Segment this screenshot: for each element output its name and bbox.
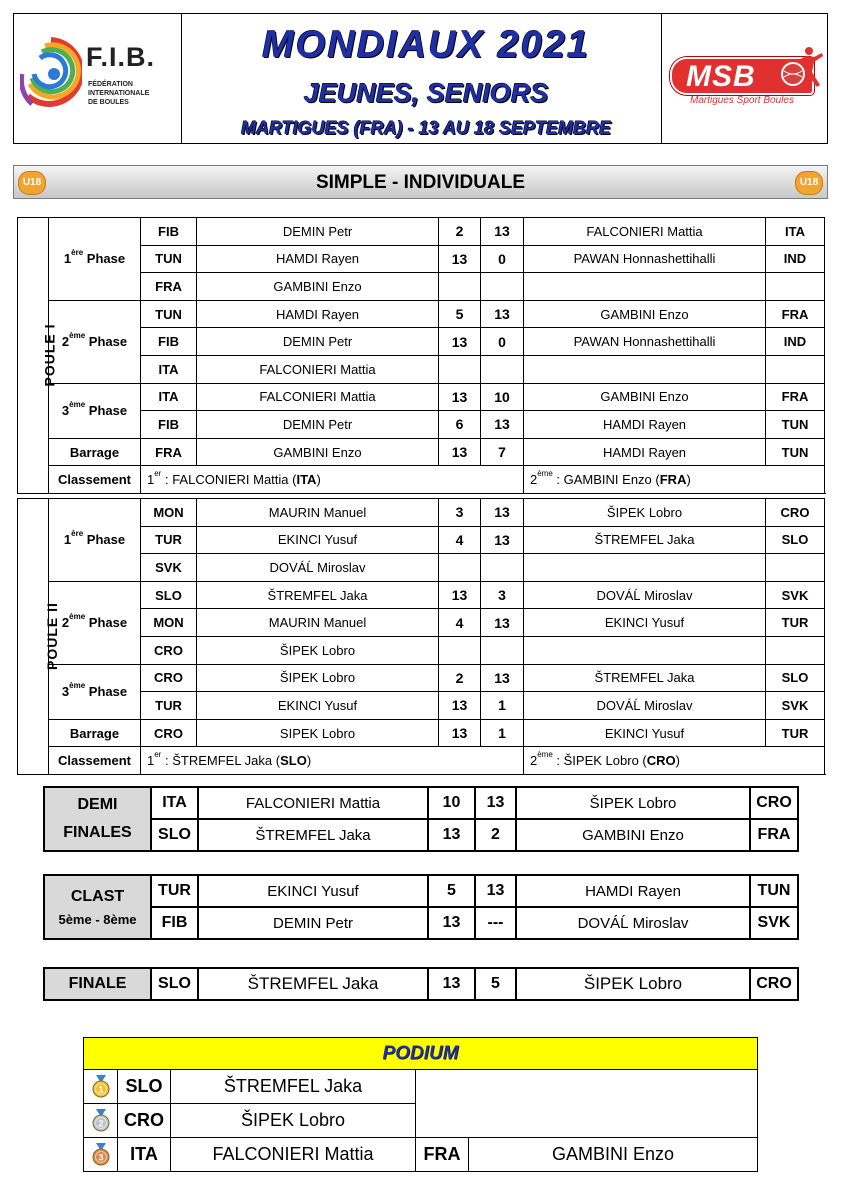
- player1-name: MAURIN Manuel: [197, 499, 439, 527]
- phase-label: Barrage: [49, 719, 141, 747]
- score1: 13: [439, 581, 481, 609]
- match-row: [18, 499, 825, 527]
- player1-name: GAMBINI Enzo: [197, 273, 439, 301]
- pool-name: POULE II: [18, 499, 49, 775]
- bronze-nation: FRA: [416, 1138, 469, 1172]
- match-row: [18, 664, 825, 692]
- player1-nation: SLO: [151, 968, 198, 1000]
- fib-emblem-icon: [20, 34, 82, 118]
- score1: 13: [439, 692, 481, 720]
- player2-nation: IND: [766, 245, 825, 273]
- score2: 13: [481, 218, 524, 246]
- player1-name: FALCONIERI Mattia: [197, 355, 439, 383]
- player2-name: HAMDI Rayen: [524, 438, 766, 466]
- player2-name: EKINCI Yusuf: [524, 609, 766, 637]
- score1: 4: [439, 609, 481, 637]
- score1: 13: [439, 438, 481, 466]
- player1-nation: TUR: [141, 526, 197, 554]
- player2-name: ŠIPEK Lobro: [516, 968, 750, 1000]
- ranking-first: 1er : FALCONIERI Mattia (ITA): [141, 466, 524, 494]
- placement-label: CLAST 5ème - 8ème: [44, 875, 151, 939]
- score2: 5: [475, 968, 516, 1000]
- score2: 10: [481, 383, 524, 411]
- fib-line1: FÉDÉRATION: [88, 81, 133, 88]
- score2: 7: [481, 438, 524, 466]
- player2-name: HAMDI Rayen: [516, 875, 750, 907]
- score1: 6: [439, 411, 481, 439]
- score2: ---: [475, 907, 516, 939]
- ranking-second: 2ème : ŠIPEK Lobro (CRO): [524, 747, 825, 775]
- score2: [481, 273, 524, 301]
- score1: [439, 355, 481, 383]
- player1-name: EKINCI Yusuf: [197, 692, 439, 720]
- score2: 13: [475, 787, 516, 819]
- player2-nation: IND: [766, 328, 825, 356]
- silver-name: ŠIPEK Lobro: [171, 1104, 416, 1138]
- ranking-label: Classement: [49, 466, 141, 494]
- match-row: [18, 719, 825, 747]
- score2: 13: [481, 609, 524, 637]
- player1-nation: MON: [141, 609, 197, 637]
- player2-name: PAWAN Honnashettihalli: [524, 328, 766, 356]
- score1: 2: [439, 218, 481, 246]
- player2-name: GAMBINI Enzo: [524, 300, 766, 328]
- player1-nation: CRO: [141, 719, 197, 747]
- score2: 13: [481, 300, 524, 328]
- player1-name: ŠTREMFEL Jaka: [198, 819, 428, 851]
- bronze-name: FALCONIERI Mattia: [171, 1138, 416, 1172]
- bronze-nation: ITA: [118, 1138, 171, 1172]
- player2-name: ŠTREMFEL Jaka: [524, 664, 766, 692]
- ranking-second: 2ème : GAMBINI Enzo (FRA): [524, 466, 825, 494]
- pool-table: [17, 217, 825, 494]
- player2-name: PAWAN Honnashettihalli: [524, 245, 766, 273]
- player1-name: ŠIPEK Lobro: [197, 636, 439, 664]
- player2-nation: [766, 273, 825, 301]
- player1-name: DOVÁĹ Miroslav: [197, 554, 439, 582]
- header: [13, 13, 828, 144]
- player1-name: ŠIPEK Lobro: [197, 664, 439, 692]
- player1-nation: ITA: [141, 355, 197, 383]
- match-row: [18, 581, 825, 609]
- player1-name: EKINCI Yusuf: [198, 875, 428, 907]
- player2-nation: SLO: [766, 526, 825, 554]
- pool-name: POULE I: [18, 218, 49, 494]
- fib-line2: INTERNATIONALE: [88, 90, 150, 97]
- player1-name: ŠTREMFEL Jaka: [197, 581, 439, 609]
- player1-name: ŠTREMFEL Jaka: [198, 968, 428, 1000]
- category-title: SIMPLE - INDIVIDUALE: [315, 172, 525, 193]
- score2: 3: [481, 581, 524, 609]
- player1-nation: FIB: [151, 907, 198, 939]
- player1-nation: CRO: [141, 664, 197, 692]
- player1-name: DEMIN Petr: [197, 411, 439, 439]
- semifinals-label: DEMI FINALES: [44, 787, 151, 851]
- svg-text:2: 2: [97, 1118, 104, 1128]
- phase-label: 3ème Phase: [49, 664, 141, 719]
- player2-nation: SLO: [766, 664, 825, 692]
- player1-nation: TUR: [151, 875, 198, 907]
- event-location: MARTIGUES (FRA) - 13 AU 18 SEPTEMBRE: [240, 118, 612, 138]
- ranking-row: [18, 466, 825, 494]
- score1: [439, 273, 481, 301]
- score2: 13: [475, 875, 516, 907]
- player1-name: HAMDI Rayen: [197, 245, 439, 273]
- player2-nation: SVK: [766, 581, 825, 609]
- svg-text:3: 3: [97, 1152, 104, 1162]
- final-label: FINALE: [44, 968, 151, 1000]
- player1-nation: ITA: [141, 383, 197, 411]
- player2-nation: SVK: [766, 692, 825, 720]
- fib-line3: DE BOULES: [88, 99, 129, 106]
- header-divider: [181, 14, 182, 143]
- player2-name: ŠTREMFEL Jaka: [524, 526, 766, 554]
- player2-nation: CRO: [766, 499, 825, 527]
- player2-nation: TUR: [766, 719, 825, 747]
- score1: 13: [428, 907, 475, 939]
- svg-text:1: 1: [97, 1084, 104, 1094]
- match-row: [18, 300, 825, 328]
- gold-name: ŠTREMFEL Jaka: [171, 1070, 416, 1104]
- silver-medal-icon: [91, 1109, 111, 1133]
- player1-nation: TUN: [141, 245, 197, 273]
- player2-name: [524, 554, 766, 582]
- player1-nation: FRA: [141, 273, 197, 301]
- bronze-medal-icon: [84, 1138, 118, 1172]
- category-banner: [13, 165, 828, 199]
- player1-nation: SLO: [151, 819, 198, 851]
- pool-table: [17, 498, 825, 775]
- player1-nation: FIB: [141, 328, 197, 356]
- score2: [481, 554, 524, 582]
- placement-table: [43, 874, 799, 940]
- score2: [481, 636, 524, 664]
- score1: 13: [439, 245, 481, 273]
- ranking-row: [18, 747, 825, 775]
- score1: 10: [428, 787, 475, 819]
- player1-nation: FRA: [141, 438, 197, 466]
- player1-nation: SLO: [141, 581, 197, 609]
- semifinal-row: [44, 819, 798, 851]
- score1: 2: [439, 664, 481, 692]
- silver-nation: CRO: [118, 1104, 171, 1138]
- boule-icon: [780, 61, 806, 87]
- placement-row: [44, 907, 798, 939]
- player1-nation: CRO: [141, 636, 197, 664]
- player2-nation: [766, 554, 825, 582]
- player1-name: MAURIN Manuel: [197, 609, 439, 637]
- player2-nation: SVK: [750, 907, 798, 939]
- player2-name: DOVÁĹ Miroslav: [516, 907, 750, 939]
- silver-medal-icon: [84, 1104, 118, 1138]
- player2-nation: FRA: [766, 300, 825, 328]
- score2: 13: [481, 526, 524, 554]
- score1: 5: [439, 300, 481, 328]
- player1-name: SIPEK Lobro: [197, 719, 439, 747]
- player2-nation: ITA: [766, 218, 825, 246]
- u18-badge-right: U18: [795, 171, 823, 195]
- score2: 1: [481, 719, 524, 747]
- msb-letters: MSB: [686, 60, 756, 93]
- match-row: [18, 218, 825, 246]
- player2-nation: TUR: [766, 609, 825, 637]
- player2-name: DOVÁĹ Miroslav: [524, 692, 766, 720]
- player1-name: GAMBINI Enzo: [197, 438, 439, 466]
- player2-nation: FRA: [766, 383, 825, 411]
- score1: 13: [439, 719, 481, 747]
- player1-nation: ITA: [151, 787, 198, 819]
- player1-nation: FIB: [141, 411, 197, 439]
- semifinals-table: [43, 786, 799, 852]
- player2-name: HAMDI Rayen: [524, 411, 766, 439]
- score1: 13: [428, 968, 475, 1000]
- score1: 3: [439, 499, 481, 527]
- player2-nation: TUN: [766, 411, 825, 439]
- player1-name: FALCONIERI Mattia: [197, 383, 439, 411]
- gold-medal-icon: [91, 1075, 111, 1099]
- ranking-first: 1er : ŠTREMFEL Jaka (SLO): [141, 747, 524, 775]
- player1-name: DEMIN Petr: [198, 907, 428, 939]
- phase-label: 1ère Phase: [49, 499, 141, 582]
- player2-name: DOVÁĹ Miroslav: [524, 581, 766, 609]
- player1-name: HAMDI Rayen: [197, 300, 439, 328]
- player2-name: EKINCI Yusuf: [524, 719, 766, 747]
- player2-name: [524, 636, 766, 664]
- score1: [439, 636, 481, 664]
- score2: 2: [475, 819, 516, 851]
- player2-name: [524, 273, 766, 301]
- placement-row: [44, 875, 798, 907]
- score1: [439, 554, 481, 582]
- score2: 13: [481, 411, 524, 439]
- player2-nation: TUN: [750, 875, 798, 907]
- phase-label: 2ème Phase: [49, 581, 141, 664]
- player1-name: DEMIN Petr: [197, 218, 439, 246]
- player2-name: FALCONIERI Mattia: [524, 218, 766, 246]
- score1: 13: [439, 328, 481, 356]
- podium-table: [83, 1037, 758, 1172]
- bronze-medal-icon: [91, 1143, 111, 1167]
- score2: [481, 355, 524, 383]
- score2: 13: [481, 664, 524, 692]
- player2-name: ŠIPEK Lobro: [516, 787, 750, 819]
- ranking-label: Classement: [49, 747, 141, 775]
- fib-letters: F.I.B.: [86, 42, 156, 72]
- phase-label: 1ère Phase: [49, 218, 141, 301]
- player2-nation: CRO: [750, 968, 798, 1000]
- player2-name: GAMBINI Enzo: [516, 819, 750, 851]
- player2-name: GAMBINI Enzo: [524, 383, 766, 411]
- match-row: [18, 383, 825, 411]
- player1-nation: MON: [141, 499, 197, 527]
- semifinal-row: [44, 787, 798, 819]
- score1: 13: [439, 383, 481, 411]
- player2-nation: FRA: [750, 819, 798, 851]
- player1-nation: FIB: [141, 218, 197, 246]
- player1-nation: TUR: [141, 692, 197, 720]
- player1-name: EKINCI Yusuf: [197, 526, 439, 554]
- phase-label: 3ème Phase: [49, 383, 141, 438]
- player2-nation: [766, 355, 825, 383]
- phase-label: 2ème Phase: [49, 300, 141, 383]
- phase-label: Barrage: [49, 438, 141, 466]
- msb-logo: [664, 49, 824, 119]
- player2-nation: TUN: [766, 438, 825, 466]
- podium-title: PODIUM: [84, 1038, 758, 1070]
- score1: 13: [428, 819, 475, 851]
- player2-name: [524, 355, 766, 383]
- final-table: [43, 967, 799, 1001]
- player2-nation: CRO: [750, 787, 798, 819]
- player2-nation: [766, 636, 825, 664]
- page-subtitle: JEUNES, SENIORS: [303, 78, 549, 108]
- score1: 4: [439, 526, 481, 554]
- player1-name: DEMIN Petr: [197, 328, 439, 356]
- podium-bronze-row: [84, 1138, 758, 1172]
- score2: 0: [481, 245, 524, 273]
- score2: 1: [481, 692, 524, 720]
- u18-badge-left: U18: [18, 171, 46, 195]
- podium-gold-row: [84, 1070, 758, 1104]
- page-title: MONDIAUX 2021: [262, 24, 590, 66]
- player1-nation: TUN: [141, 300, 197, 328]
- player2-name: ŠIPEK Lobro: [524, 499, 766, 527]
- final-row: [44, 968, 798, 1000]
- score2: 13: [481, 499, 524, 527]
- msb-tagline: Martigues Sport Boules: [690, 95, 794, 106]
- bronze-name: GAMBINI Enzo: [469, 1138, 758, 1172]
- podium-empty-cell: [416, 1070, 758, 1138]
- gold-medal-icon: [84, 1070, 118, 1104]
- score2: 0: [481, 328, 524, 356]
- fib-logo: [18, 34, 178, 124]
- match-row: [18, 438, 825, 466]
- score1: 5: [428, 875, 475, 907]
- gold-nation: SLO: [118, 1070, 171, 1104]
- player1-nation: SVK: [141, 554, 197, 582]
- header-divider: [661, 14, 662, 143]
- player1-name: FALCONIERI Mattia: [198, 787, 428, 819]
